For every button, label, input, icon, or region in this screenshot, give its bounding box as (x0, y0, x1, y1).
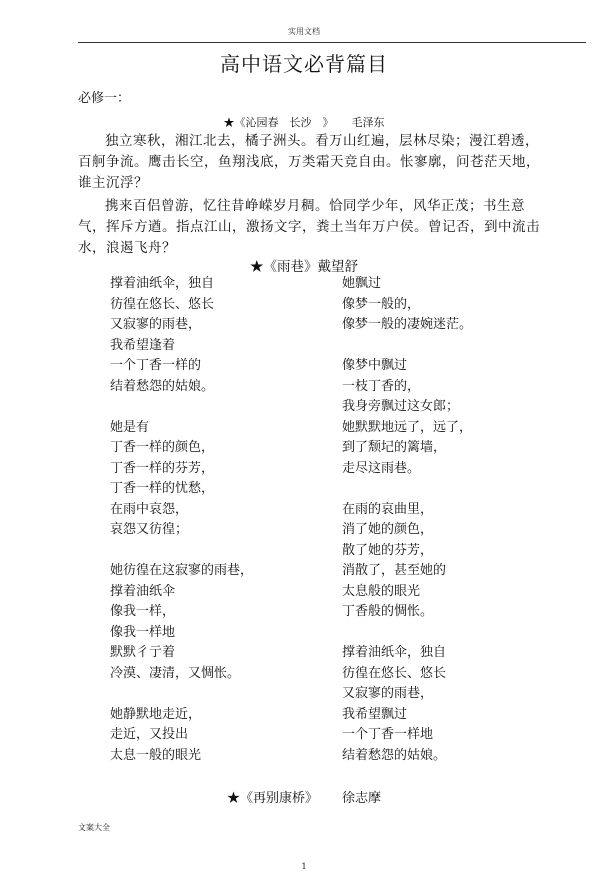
poem-heading-qinyuanchun (0, 114, 608, 130)
poem-line (342, 336, 472, 357)
poem-line: 消了她的颜色， (342, 522, 434, 537)
poem-line: 哀怨又彷徨； (110, 522, 189, 537)
page-number: 1 (301, 862, 307, 871)
poem-line: 撑着油纸伞，独自 (110, 276, 215, 291)
poem-line: 丁香一样的颜色， (110, 440, 215, 455)
header-divider (78, 42, 586, 43)
poem-line: 丁香般的惆怅。 (342, 604, 434, 619)
poem-line: 撑着油纸伞，独自 (342, 645, 447, 660)
poem-line: 像我一样地 (110, 624, 176, 640)
poem-line: 像梦一般的， (342, 296, 421, 312)
poem-line: 像梦一般的凄婉迷茫。 (342, 317, 473, 332)
poem-line (342, 623, 472, 644)
poem-line: 我希望飘过 (342, 706, 408, 722)
poem-title: ★《沁园春 长沙 》 (223, 116, 334, 129)
poem-line: 一个丁香一样地 (342, 727, 434, 742)
poem-author: 徐志摩 (342, 791, 382, 806)
poem-heading-zaibiekangqiao (0, 787, 608, 806)
poem-line: 丁香一样的忧愁， (110, 481, 215, 496)
poem-line: 走近，又投出 (110, 727, 189, 742)
poem-paragraph: 携来百侣曾游，忆往昔峥嵘岁月稠。恰同学少年，风华正茂；书生意气，挥斥方遒。指点江山，激扬文字，粪土当年万户侯。曾记否，到中流击水，浪遏飞舟？ (78, 198, 540, 256)
poem-line: 结着愁怨的姑娘。 (110, 378, 215, 394)
poem-line: 她彷徨在这寂寥的雨巷， (110, 563, 254, 578)
poem-title: ★《再别康桥》 (226, 791, 318, 806)
poem-line (110, 397, 253, 418)
poem-line: 像我一样， (110, 604, 176, 619)
poem-column-right (342, 274, 472, 766)
poem-line: 一个丁香一样的 (110, 358, 202, 373)
poem-line: 到了颓圮的篱墙， (342, 440, 447, 455)
poem-line: 太息般的眼光 (342, 583, 421, 599)
poem-line: 彷徨在悠长、悠长 (342, 665, 447, 681)
poem-line: 又寂寥的雨巷， (110, 317, 202, 332)
poem-line: 走尽这雨巷。 (342, 460, 421, 476)
poem-line: 像梦中飘过 (342, 358, 408, 373)
poem-column-left (110, 274, 253, 766)
poem-line: 她是有 (110, 419, 150, 435)
poem-line: 撑着油纸伞 (110, 583, 176, 599)
poem-line: 丁香一样的芬芳， (110, 460, 215, 476)
poem-line: 我希望逢着 (110, 337, 176, 353)
poem-line: 我身旁飘过这女郎； (342, 399, 460, 414)
poem-paragraph: 独立寒秋，湘江北去，橘子洲头。看万山红遍，层林尽染；漫江碧透，百舸争流。鹰击长空，鱼翔浅底，万类霜天竞自由。怅寥廓，问苍茫天地，谁主沉浮？ (78, 133, 540, 191)
poem-line: 她默默地远了，远了， (342, 419, 473, 435)
poem-line (110, 684, 253, 705)
poem-line: 结着愁怨的姑娘。 (342, 747, 447, 763)
poem-line: 散了她的芬芳， (342, 542, 434, 558)
poem-line: 彷徨在悠长、悠长 (110, 296, 215, 312)
poem-line: 在雨中哀怨， (110, 501, 189, 517)
poem-line: 太息一般的眼光 (110, 747, 202, 763)
poem-heading-yuxiang: ★《雨巷》戴望舒 (250, 259, 358, 275)
poem-line: 冷漠、凄清，又惆怅。 (110, 665, 241, 681)
section-heading: 必修一： (78, 91, 131, 106)
page-header-label: 实用文档 (288, 27, 320, 36)
poem-line: 又寂寥的雨巷， (342, 686, 434, 701)
poem-line (110, 541, 253, 562)
poem-line: 默默彳亍着 (110, 645, 176, 660)
poem-line: 她静默地走近， (110, 706, 202, 722)
document-title: 高中语文必背篇目 (220, 52, 388, 76)
poem-line: 她飘过 (342, 276, 382, 291)
page-footer-label: 文案大全 (78, 823, 110, 832)
poem-line: 在雨的哀曲里， (342, 501, 434, 517)
poem-line (342, 479, 472, 500)
poem-line: 消散了，甚至她的 (342, 563, 447, 578)
poem-author: 毛泽东 (351, 116, 385, 129)
poem-line: 一枝丁香的， (342, 378, 421, 394)
